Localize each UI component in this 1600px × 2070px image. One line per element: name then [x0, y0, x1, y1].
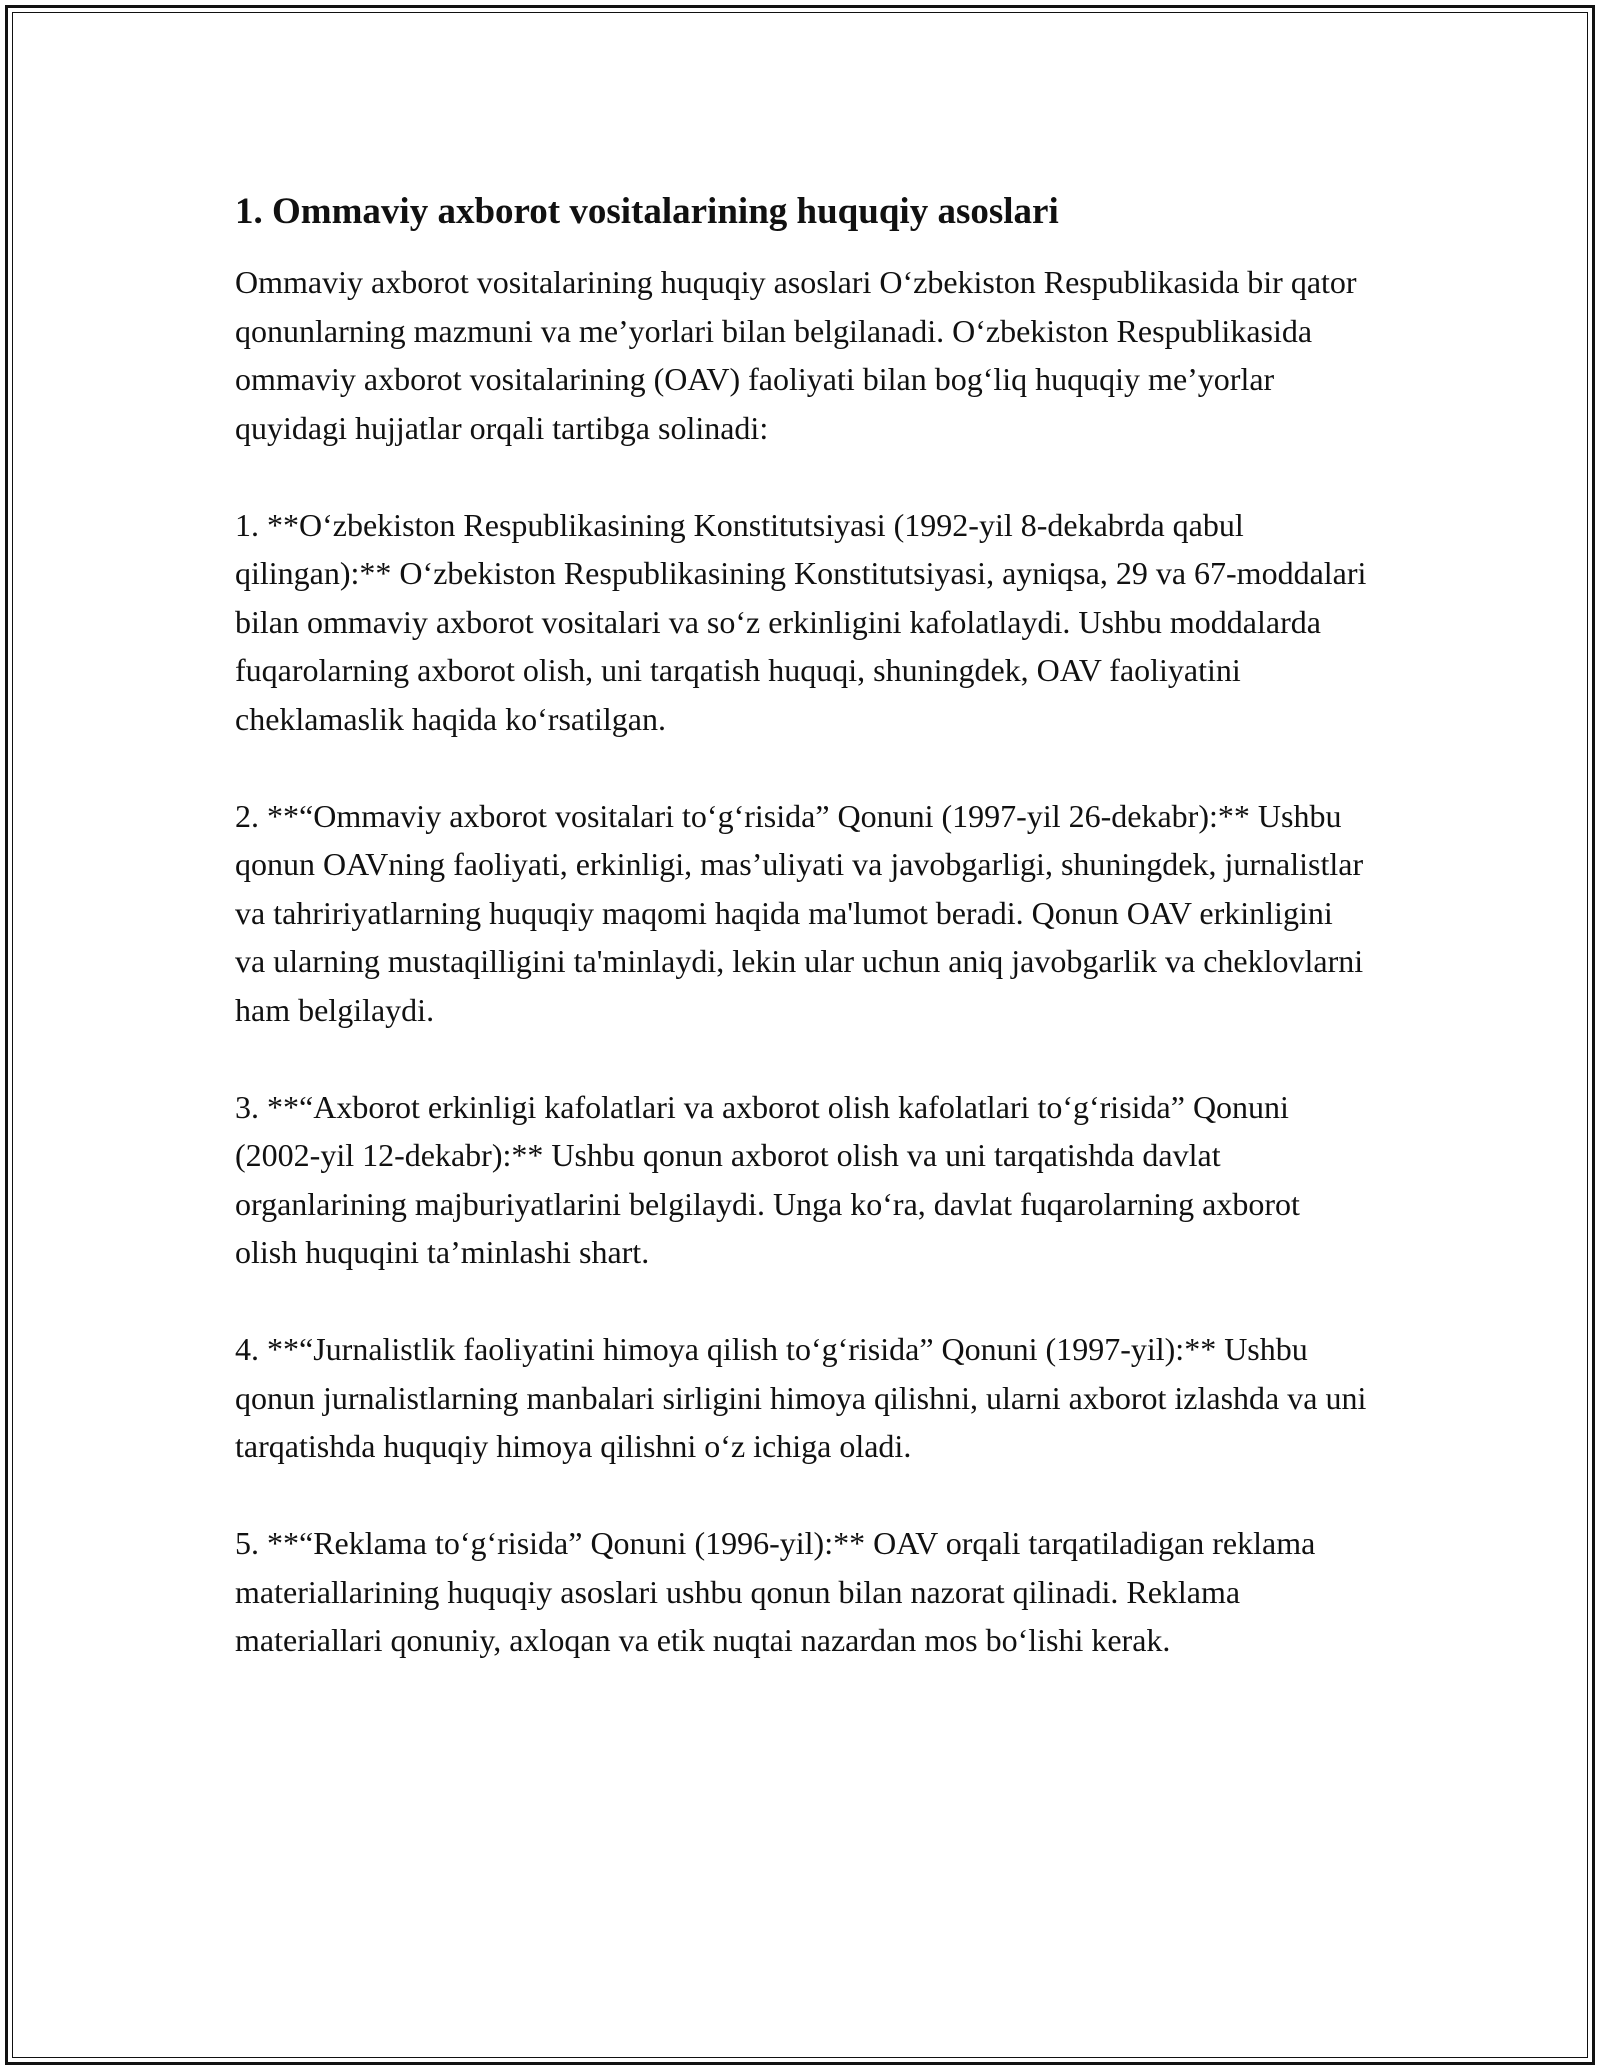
page-title: 1. Ommaviy axborot vositalarining huquqiy asoslari — [235, 191, 1059, 232]
intro-paragraph: Ommaviy axborot vositalarining huquqiy asoslari O‘zbekiston Respublikasida bir qator qonunlarning mazmuni va me’yorlari bilan belgilanadi. O‘zbekiston Respublikasida ommaviy axborot vositalarining (OAV) faoliyati bilan bog‘liq huquqiy me’yorlar quyidagi hujjatlar orqali tartibga solinadi: — [235, 264, 1357, 446]
list-item-4: 4. **“Jurnalistlik faoliyatini himoya qilish to‘g‘risida” Qonuni (1997-yil):** Ushbu qonun jurnalistlarning manbalari sirligini himoya qilishni, ularni axborot izlashda va uni tarqatishda huquqiy himoya qilishni o‘z ichiga oladi. — [235, 1331, 1367, 1464]
list-item-3: 3. **“Axborot erkinligi kafolatlari va axborot olish kafolatlari to‘g‘risida” Qonuni (2002-yil 12-dekabr):** Ushbu qonun axborot olish va uni tarqatishda davlat organlarining majburiyatlarini belgilaydi. Unga ko‘ra, davlat fuqarolarning axborot olish huquqini ta’minlashi shart. — [235, 1088, 1300, 1270]
list-item-2: 2. **“Ommaviy axborot vositalari to‘g‘risida” Qonuni (1997-yil 26-dekabr):** Ushbu qonun OAVning faoliyati, erkinligi, mas’uliyati va javobgarligi, shuningdek, jurnalistlar va tahririyatlarning huquqiy maqomi haqida ma'lumot beradi. Qonun OAV erkinligini va ularning mustaqilligini ta'minlaydi, lekin ular uchun aniq javobgarlik va cheklovlarni ham belgilaydi. — [235, 797, 1364, 1028]
document-body — [235, 188, 1370, 1713]
list-item-5: 5. **“Reklama to‘g‘risida” Qonuni (1996-yil):** OAV orqali tarqatiladigan reklama materiallarining huquqiy asoslari ushbu qonun bilan nazorat qilinadi. Reklama materiallari qonuniy, axloqan va etik nuqtai nazardan mos bo‘lishi kerak. — [235, 1525, 1316, 1658]
list-item-1: 1. **O‘zbekiston Respublikasining Konstitutsiyasi (1992-yil 8-dekabrda qabul qilingan):** O‘zbekiston Respublikasining Konstitutsiyasi, ayniqsa, 29 va 67-moddalari bilan ommaviy axborot vositalari va so‘z erkinligini kafolatlaydi. Ushbu moddalarda fuqarolarning axborot olish, uni tarqatish huquqi, shuningdek, OAV faoliyatini cheklamaslik haqida ko‘rsatilgan. — [235, 506, 1367, 737]
